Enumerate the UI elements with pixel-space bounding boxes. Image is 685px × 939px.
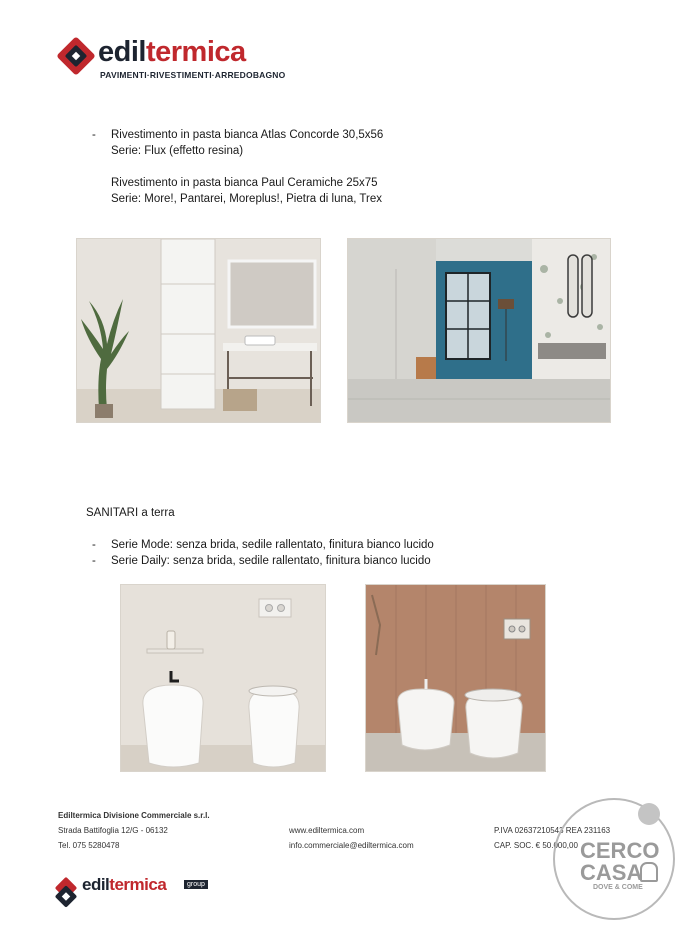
ediltermica-logo-icon xyxy=(56,36,96,76)
sanitari-item-1-bullet: - xyxy=(92,539,96,551)
bottom-logo-icon xyxy=(55,877,78,900)
brand-part2: termica xyxy=(145,36,246,68)
brand-tagline: PAVIMENTI·RIVESTIMENTI·ARREDOBAGNO xyxy=(100,70,286,80)
watermark-word1: CERCO xyxy=(580,838,660,863)
footer-website[interactable]: www.ediltermica.com xyxy=(289,826,365,835)
footer-company: Ediltermica Divisione Commerciale s.r.l. xyxy=(58,811,210,820)
footer-email[interactable]: info.commerciale@ediltermica.com xyxy=(289,841,414,850)
footer-vat: P.IVA 02637210543 REA 231163 xyxy=(494,826,611,835)
sanitari-item-2: Serie Daily: senza brida, sedile rallentato, finitura bianco lucido xyxy=(111,555,431,567)
daily-series-photo xyxy=(365,584,546,772)
house-icon xyxy=(640,862,658,882)
rivestimento-1-series: Serie: Flux (effetto resina) xyxy=(111,145,244,157)
bathroom-vanity-photo xyxy=(76,238,321,423)
bottom-logo-group-badge: group xyxy=(184,880,208,889)
footer-phone: Tel. 075 5280478 xyxy=(58,841,120,850)
watermark-word2: CASA xyxy=(580,860,643,885)
shower-room-photo xyxy=(347,238,611,423)
sanitari-heading: SANITARI a terra xyxy=(86,507,175,519)
watermark-sub: DOVE & COME xyxy=(593,884,643,891)
bottom-brand-part2: termica xyxy=(109,875,167,894)
rivestimento-1-title: Rivestimento in pasta bianca Atlas Concorde 30,5x56 xyxy=(111,129,384,141)
bottom-brand-part1: edil xyxy=(82,875,110,894)
footer-address: Strada Battifoglia 12/G - 06132 xyxy=(58,826,168,835)
brand-part1: edil xyxy=(98,36,146,68)
bottom-logo-brand xyxy=(82,875,166,895)
rivestimento-1-bullet: - xyxy=(92,129,96,141)
sanitari-item-2-bullet: - xyxy=(92,555,96,567)
footer-capital: CAP. SOC. € 50.000,00 xyxy=(494,841,578,850)
mode-series-photo xyxy=(120,584,326,772)
rivestimento-2-title: Rivestimento in pasta bianca Paul Ceramiche 25x75 xyxy=(111,177,378,189)
ediltermica-brand xyxy=(98,36,246,69)
rivestimento-2-series: Serie: More!, Pantarei, Moreplus!, Pietra di luna, Trex xyxy=(111,193,383,205)
sanitari-item-1: Serie Mode: senza brida, sedile rallentato, finitura bianco lucido xyxy=(111,539,434,551)
watermark-stamp-dot xyxy=(638,803,660,825)
